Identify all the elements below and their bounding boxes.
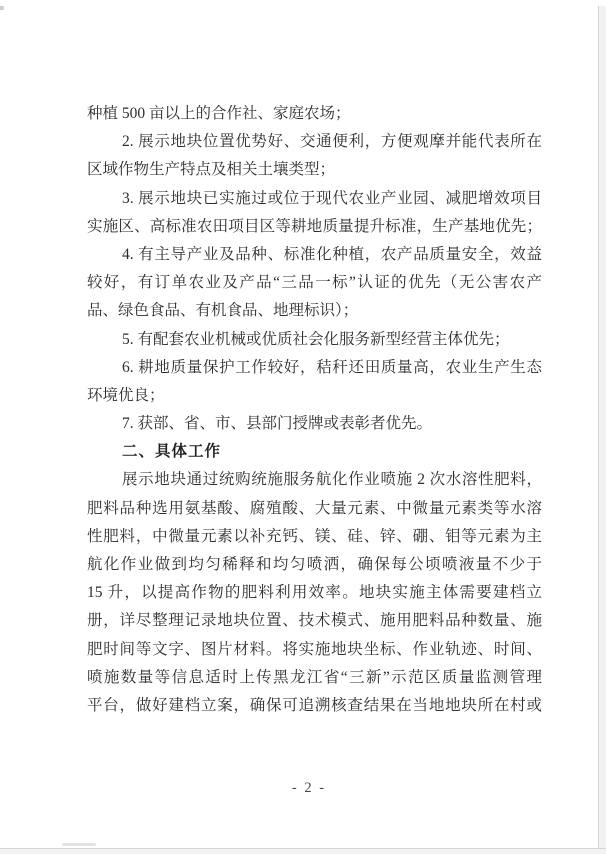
text-line: 4. 有主导产业及品种、标准化种植，农产品质量安全，效益 bbox=[122, 245, 542, 263]
scan-edge-right bbox=[598, 6, 606, 853]
text-line: 环境优良； bbox=[87, 386, 165, 404]
scan-edge-bottom bbox=[0, 848, 606, 854]
text-line: 肥时间等文字、图片材料。将实施地块坐标、作业轨迹、时间、 bbox=[87, 640, 542, 658]
text-line: 区域作物生产特点及相关土壤类型； bbox=[87, 161, 336, 179]
text-line: 15 升，以提高作物的肥料利用效率。地块实施主体需要建档立 bbox=[87, 584, 542, 602]
text-line: 6. 耕地质量保护工作较好，秸秆还田质量高，农业生产生态 bbox=[122, 358, 542, 376]
scan-speck bbox=[0, 6, 4, 10]
scan-smudge bbox=[62, 843, 96, 846]
section-heading: 二、具体工作 bbox=[122, 443, 222, 461]
text-line: 册，详尽整理记录地块位置、技术模式、施用肥料品种数量、施 bbox=[87, 612, 542, 630]
document-body-text bbox=[87, 100, 542, 720]
text-line: 展示地块通过统购统施服务航化作业喷施 2 次水溶性肥料， bbox=[122, 471, 542, 489]
text-line: 肥料品种选用氨基酸、腐殖酸、大量元素、中微量元素类等水溶 bbox=[87, 499, 542, 517]
text-line: 平台，做好建档立案，确保可追溯核查结果在当地地块所在村或 bbox=[87, 696, 542, 714]
text-line: 实施区、高标准农田项目区等耕地质量提升标准，生产基地优先； bbox=[87, 217, 542, 235]
text-line: 2. 展示地块位置优势好、交通便利，方便观摩并能代表所在 bbox=[122, 133, 542, 151]
text-line: 性肥料，中微量元素以补充钙、镁、硅、锌、硼、钼等元素为主 bbox=[87, 527, 542, 545]
text-line: 航化作业做到均匀稀释和均匀喷洒，确保每公顷喷液量不少于 bbox=[87, 556, 542, 573]
text-line: 喷施数量等信息适时上传黑龙江省“三新”示范区质量监测管理 bbox=[87, 668, 542, 686]
text-line: 5. 有配套农业机械或优质社会化服务新型经营主体优先； bbox=[122, 330, 510, 348]
text-line: 较好，有订单农业及产品“三品一标”认证的优先（无公害农产 bbox=[87, 274, 542, 292]
text-line: 种植 500 亩以上的合作社、家庭农场； bbox=[87, 105, 351, 122]
text-line: 品、绿色食品、有机食品、地理标识）； bbox=[87, 302, 359, 320]
text-line: 3. 展示地块已实施过或位于现代农业产业园、减肥增效项目 bbox=[122, 189, 542, 207]
text-line: 7. 获部、省、市、县部门授牌或表彰者优先。 bbox=[122, 415, 433, 433]
page-number: - 2 - bbox=[291, 780, 327, 796]
